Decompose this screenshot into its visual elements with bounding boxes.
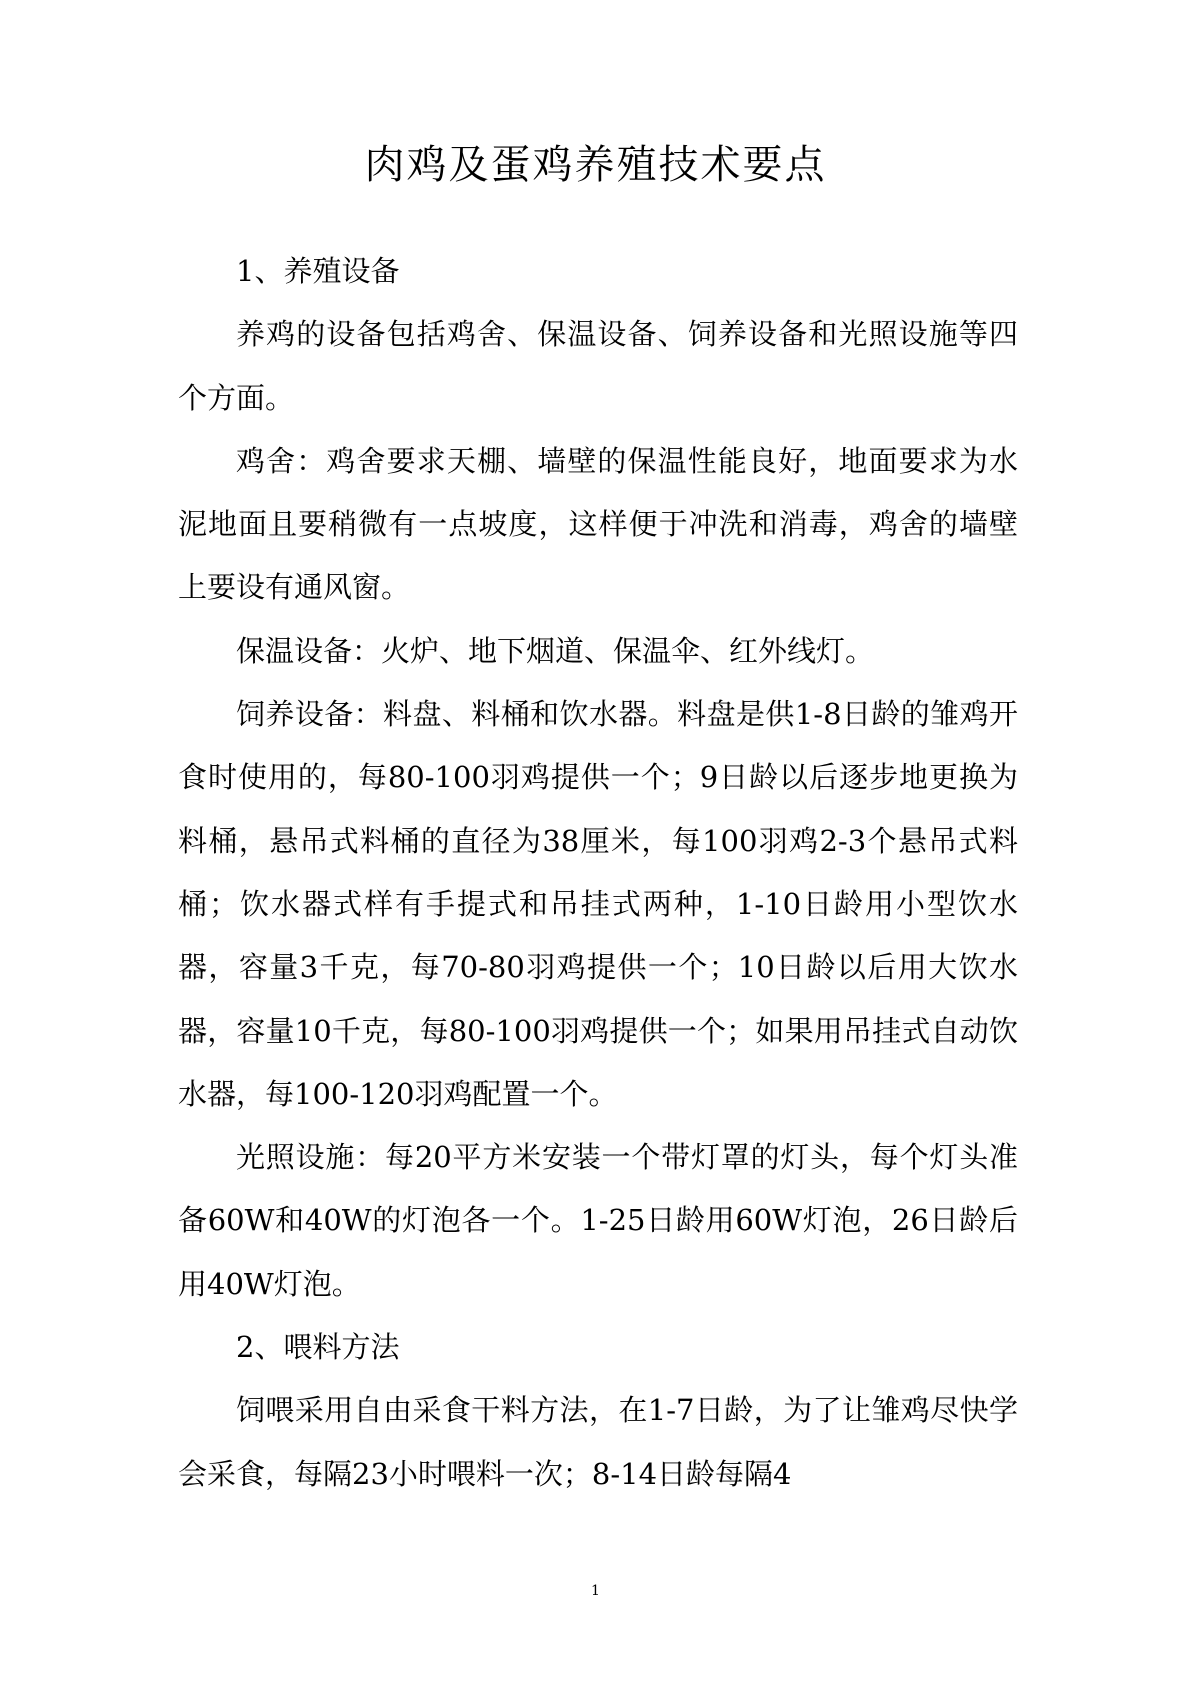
section-heading-equipment: 1、养殖设备 bbox=[236, 254, 400, 288]
paragraph-feeding-method: 饲喂采用自由采食干料方法，在1-7日龄，为了让雏鸡尽快学会采食，每隔23小时喂料一次；8-14日龄每隔4 bbox=[178, 1393, 1018, 1491]
section-heading-feeding: 2、喂料方法 bbox=[236, 1330, 400, 1365]
paragraph-equipment-overview: 养鸡的设备包括鸡舍、保温设备、饲养设备和光照设施等四个方面。 bbox=[178, 317, 1018, 415]
paragraph-feeding-equipment: 饲养设备：料盘、料桶和饮水器。料盘是供1-8日龄的雏鸡开食时使用的，每80-100羽鸡提供一个；9日龄以后逐步地更换为料桶，悬吊式料桶的直径为38厘米，每100羽鸡2-3个悬吊式料桶；饮水器式样有手提式和吊挂式两种，1-10日龄用小型饮水器，容量3千克，每70-80羽鸡提供一个；10日龄以后用大饮水器，容量10千克，每80-100羽鸡提供一个；如果用吊挂式自动饮水器，每100-120羽鸡配置一个。 bbox=[178, 697, 1018, 1111]
paragraph-chicken-house: 鸡舍：鸡舍要求天棚、墙壁的保温性能良好，地面要求为水泥地面且要稍微有一点坡度，这样便于冲洗和消毒，鸡舍的墙壁上要设有通风窗。 bbox=[178, 443, 1018, 605]
document-body bbox=[178, 240, 1018, 1506]
paragraph-heating-equipment: 保温设备：火炉、地下烟道、保温伞、红外线灯。 bbox=[236, 633, 875, 668]
document-title: 肉鸡及蛋鸡养殖技术要点 bbox=[364, 142, 827, 188]
paragraph-lighting: 光照设施：每20平方米安装一个带灯罩的灯头，每个灯头准备60W和40W的灯泡各一个。1-25日龄用60W灯泡，26日龄后用40W灯泡。 bbox=[178, 1140, 1018, 1301]
page-number: 1 bbox=[591, 1583, 600, 1599]
